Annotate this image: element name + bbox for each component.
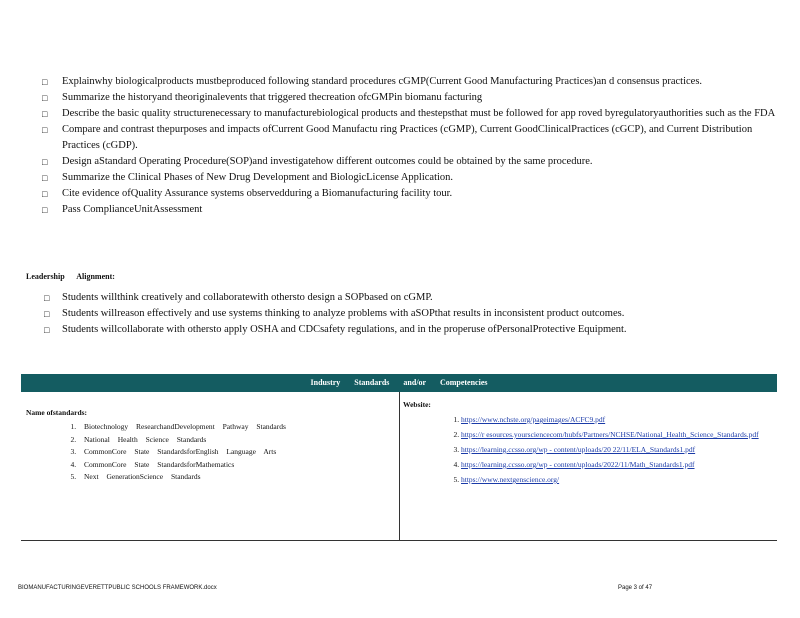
- bullet-icon: □: [42, 125, 48, 135]
- bullet-icon: □: [44, 309, 50, 319]
- objective-item: □ Pass ComplianceUnitAssessment: [42, 202, 782, 218]
- website-link[interactable]: https://learning.ccsso.org/wp - content/uploads/20 22/11/ELA_Standards1.pdf: [461, 445, 696, 454]
- website-item: [461, 473, 773, 486]
- objective-item: □ Summarize the historyand theoriginalevents that triggered thecreation ofcGMPin biomanu facturing: [42, 90, 782, 106]
- bullet-icon: □: [42, 205, 48, 215]
- website-link[interactable]: https://www.nchste.org/pageimages/ACFC9.pdf: [461, 415, 606, 424]
- bullet-icon: □: [42, 173, 48, 183]
- standard-item: 3. CommonCore State StandardsforEnglish Language Arts: [84, 446, 396, 459]
- website-item: [461, 413, 773, 426]
- standards-table: [21, 374, 777, 541]
- website-link[interactable]: https://r esources.yoursciencecom/hubfs/Partners/NCHSE/National_Health_Science_Standards.pdf: [461, 430, 759, 439]
- standards-column: [26, 408, 396, 484]
- leadership-item: □ Students willcollaborate with othersto apply OSHA and CDCsafety regulations, and in the properuse ofPersonalProtective Equipment.: [44, 322, 744, 338]
- bullet-icon: □: [42, 93, 48, 103]
- standards-heading: Name ofstandards:: [26, 408, 88, 417]
- bullet-icon: □: [44, 293, 50, 303]
- standard-item: 1. Biotechnology ResearchandDevelopment Pathway Standards: [84, 421, 396, 434]
- standard-item: 2. National Health Science Standards: [84, 434, 396, 447]
- objective-item: □ Summarize the Clinical Phases of New Drug Development and BiologicLicense Application.: [42, 170, 782, 186]
- learning-objectives-list: [42, 74, 782, 218]
- leadership-item: □ Students willthink creatively and collaboratewith othersto design a SOPbased on cGMP.: [44, 290, 744, 306]
- column-divider: [399, 392, 400, 540]
- objective-item: □ Explainwhy biologicalproducts mustbeproduced following standard procedures cGMP(Current Good Manufacturing Practices)an d consensus practices.: [42, 74, 782, 90]
- website-item: [461, 458, 773, 471]
- website-item: [461, 443, 773, 456]
- bullet-icon: □: [42, 189, 48, 199]
- objective-item: □ Describe the basic quality structurenecessary to manufacturebiological products and thestepsthat must be followed for app roved byregulatoryauthorities such as the FDA: [42, 106, 782, 122]
- bullet-icon: □: [42, 77, 48, 87]
- footer-page-number: Page 3 of 47: [618, 585, 653, 591]
- leadership-alignment-list: [44, 290, 744, 338]
- standard-item: 5. Next GenerationScience Standards: [84, 471, 396, 484]
- leadership-alignment-heading: Leadership Alignment:: [26, 272, 115, 281]
- objective-item: □ Design aStandard Operating Procedure(SOP)and investigatehow different outcomes could be obtained by the same procedure.: [42, 154, 782, 170]
- leadership-item: □ Students willreason effectively and use systems thinking to analyze problems with aSOPthat results in inconsistent product outcomes.: [44, 306, 744, 322]
- websites-heading: Website:: [403, 400, 431, 409]
- bullet-icon: □: [42, 109, 48, 119]
- websites-column: [403, 400, 773, 488]
- standards-list: [26, 421, 396, 484]
- table-header: Industry Standards and/or Competencies: [21, 374, 777, 392]
- website-link[interactable]: https://www.nextgenscience.org/: [461, 475, 560, 484]
- websites-list: [403, 413, 773, 486]
- website-item: [461, 428, 773, 441]
- bullet-icon: □: [42, 157, 48, 167]
- bullet-icon: □: [44, 325, 50, 335]
- footer-filename: BIOMANUFACTURINGEVERETTPUBLIC SCHOOLS FRAMEWORK.docx: [18, 585, 217, 591]
- objective-item: □ Compare and contrast thepurposes and impacts ofCurrent Good Manufactu ring Practices (cGMP), Current GoodClinicalPractices (cGCP), and Current Distribution Practices (cGDP).: [42, 124, 753, 151]
- standard-item: 4. CommonCore State StandardsforMathematics: [84, 459, 396, 472]
- objective-item: □ Cite evidence ofQuality Assurance systems observedduring a Biomanufacturing facility tour.: [42, 186, 782, 202]
- website-link[interactable]: https://learning.ccsso.org/wp - content/uploads/2022/11/Math_Standards1.pdf: [461, 460, 695, 469]
